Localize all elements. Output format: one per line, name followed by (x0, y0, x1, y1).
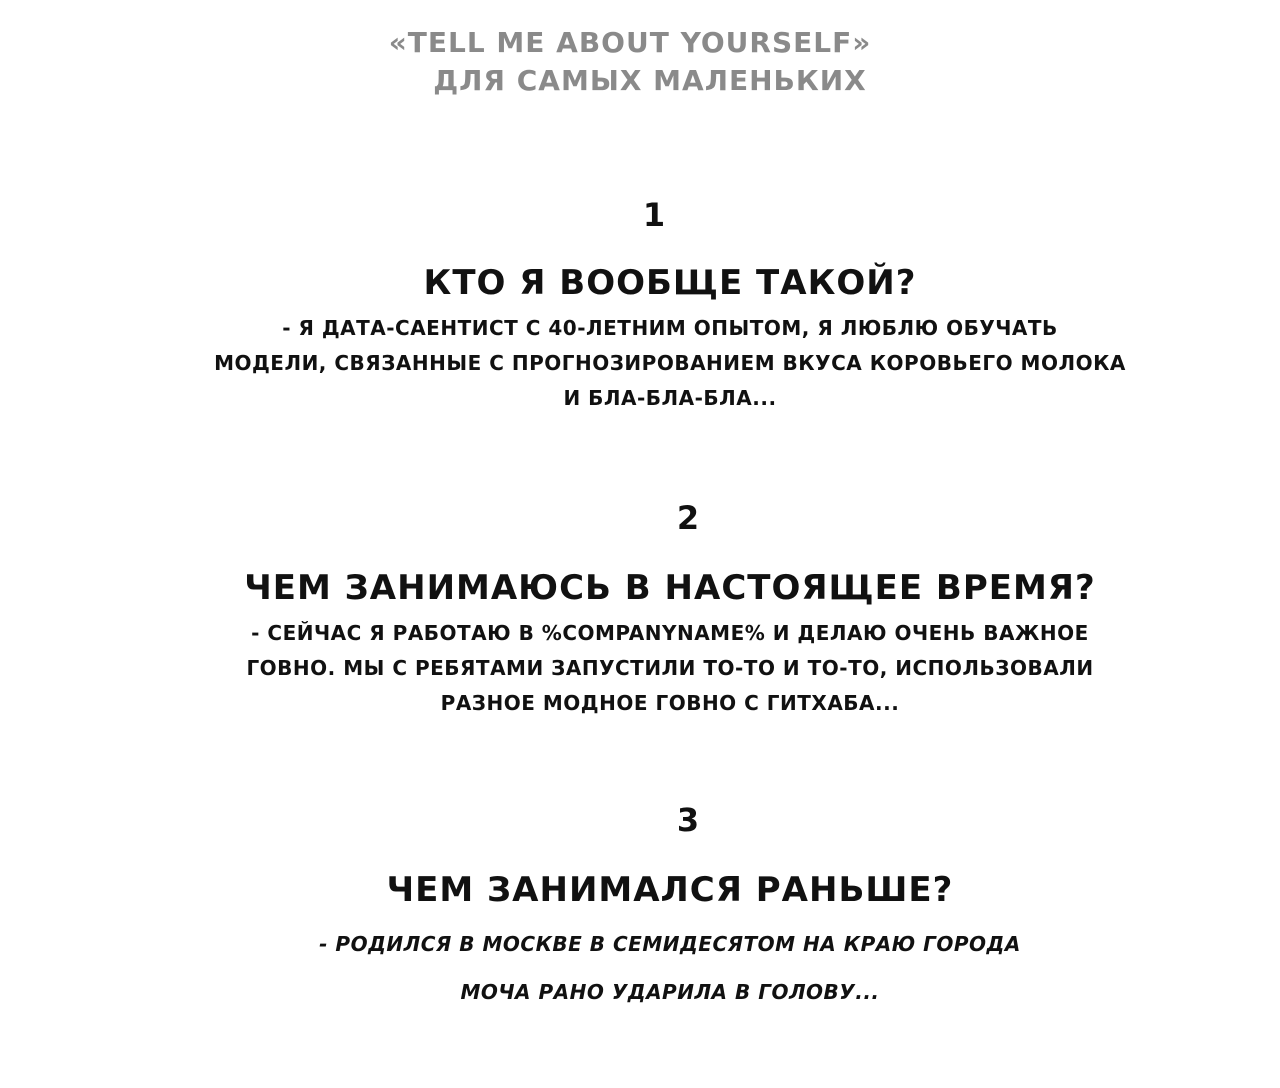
header-title (0, 24, 1280, 100)
answer-line: - СЕЙЧАС Я РАБОТАЮ В %COMPANYNAME% И ДЕЛАЮ ОЧЕНЬ ВАЖНОЕ (251, 621, 1089, 645)
answer-line: МОДЕЛИ, СВЯЗАННЫЕ С ПРОГНОЗИРОВАНИЕМ ВКУСА КОРОВЬЕГО МОЛОКА (214, 351, 1126, 375)
answer-line: И БЛА-БЛА-БЛА... (563, 386, 777, 410)
answer-line: - Я ДАТА-САЕНТИСТ С 40-ЛЕТНИМ ОПЫТОМ, Я ЛЮБЛЮ ОБУЧАТЬ (282, 316, 1058, 340)
answer-line: РАЗНОЕ МОДНОЕ ГОВНО С ГИТХАБА... (440, 691, 900, 715)
answer-line: МОЧА РАНО УДАРИЛА В ГОЛОВУ... (460, 980, 880, 1004)
header-title-line-2: ДЛЯ САМЫХ МАЛЕНЬКИХ (433, 64, 867, 97)
section-2 (0, 498, 1280, 721)
answer-line: - РОДИЛСЯ В МОСКВЕ В СЕМИДЕСЯТОМ НА КРАЮ ГОРОДА (319, 932, 1021, 956)
section-answer (60, 616, 1280, 721)
section-number: 1 (642, 196, 666, 234)
section-question: ЧЕМ ЗАНИМАЮСЬ В НАСТОЯЩЕЕ ВРЕМЯ? (244, 568, 1096, 608)
section-1 (0, 195, 1280, 416)
section-question: ЧЕМ ЗАНИМАЛСЯ РАНЬШЕ? (386, 870, 954, 910)
answer-line: ГОВНО. МЫ С РЕБЯТАМИ ЗАПУСТИЛИ ТО-ТО И ТО-ТО, ИСПОЛЬЗОВАЛИ (246, 656, 1094, 680)
section-answer (60, 311, 1280, 416)
section-question: КТО Я ВООБЩЕ ТАКОЙ? (423, 263, 917, 303)
header-title-line-1: «TELL ME ABOUT YOURSELF» (388, 26, 872, 59)
section-3 (0, 800, 1280, 1016)
section-answer (60, 920, 1280, 1016)
section-number: 3 (676, 801, 700, 839)
section-number: 2 (676, 499, 700, 537)
